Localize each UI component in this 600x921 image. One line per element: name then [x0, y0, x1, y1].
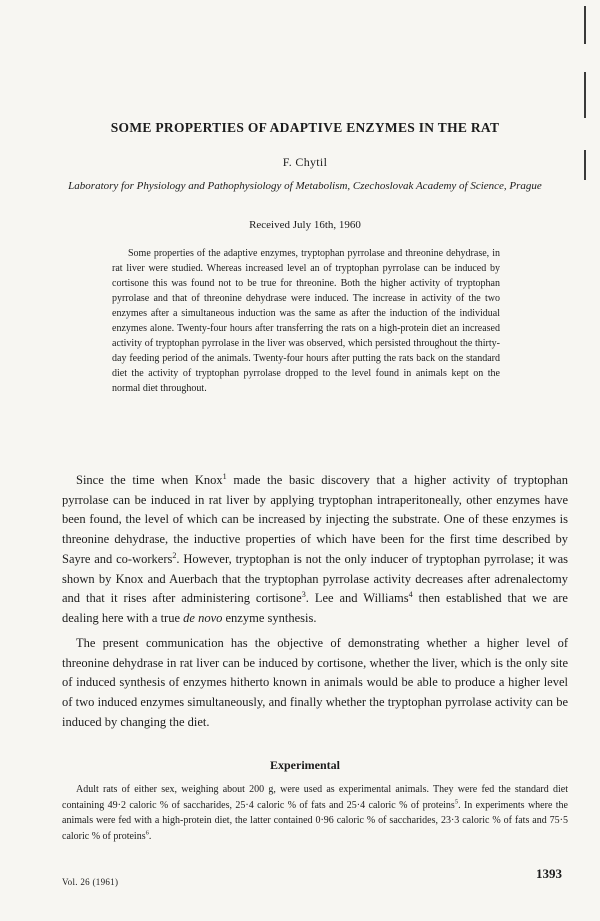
author-affiliation: Laboratory for Physiology and Pathophysiology of Metabolism, Czechoslovak Academy of Science, Prague — [68, 180, 542, 192]
abstract: Some properties of the adaptive enzymes, tryptophan pyrrolase and threonine dehydrase, in rat liver were studied. Whereas increased level an of tryptophan pyrrolase can be induced by cortisone this was found not to be true for threonine. Both the higher activity of tryptophan pyrrolase and that of threonine dehydrase were induced. The increase in activity of the two enzymes after a simultaneous induction was the same as after the induction of the individual enzymes alone. Twenty-four hours after transferring the rats on a high-protein diet an increased activity of tryptophan pyrrolase in the liver was observed, which persisted throughout the thirty-day feeding period of the animals. Twenty-four hours after putting the rats back on the standard diet the activity of tryptophan pyrrolase dropped to the level found in animals kept on the normal diet throughout. — [112, 248, 500, 394]
citation-ref: 4 — [408, 590, 413, 600]
citation-ref: 5 — [454, 798, 459, 806]
body-paragraph-2: The present communication has the objective of demonstrating whether a higher level of threonine dehydrase in rat liver can be induced by cortisone, whether the liver, which is the only site of induced synthesis of enzymes hitherto known in animals would be able to produce a higher level of two induced enzymes simultaneously, and finally whether the tryptophan pyrrolase activity can be induced by changing the diet. — [62, 636, 568, 729]
page-number: 1393 — [536, 866, 562, 881]
article-title: SOME PROPERTIES OF ADAPTIVE ENZYMES IN THE RAT — [110, 120, 500, 135]
citation-ref: 2 — [172, 550, 177, 560]
section-heading-experimental: Experimental — [270, 758, 340, 772]
received-date: Received July 16th, 1960 — [249, 219, 361, 231]
citation-ref: 6 — [145, 829, 149, 837]
author-name: F. Chytil — [282, 155, 328, 169]
scan-edge-mark — [584, 6, 586, 44]
footer-volume: Vol. 26 (1961) — [62, 877, 119, 887]
scan-edge-mark — [584, 150, 586, 180]
body-paragraph-1: Since the time when Knox$^1$ made the basic discovery that a higher activity of tryptophan pyrrolase can be induced in rat liver by applying tryptophan intraperitoneally, other enzymes have been found, the level of which can be increased by injecting the substrate. One of these enzymes is threonine dehydrase, the inductive properties of which have been for the first time described by Sayre and co-workers$^2$. However, tryptophan is not the only inducer of tryptophan pyrrolase; it was shown by Knox and Auerbach that the tryptophan pyrrolase activity decreases after adrenalectomy and that it rises after administering cortisone$^3$. Lee and Williams$^4$ then established that we are dealing here with a true de novo enzyme synthesis. — [62, 471, 568, 625]
scan-edge-mark — [584, 72, 586, 118]
citation-ref: 1 — [222, 471, 227, 481]
experimental-paragraph: Adult rats of either sex, weighing about 200 g, were used as experimental animals. They were fed the standard diet containing 49·2 caloric % of saccharides, 25·4 caloric % of fats and 25·4 caloric % of proteins$^5$. In experiments where the animals were fed with a high-protein diet, the latter contained 0·96 caloric % of saccharides, 23·3 caloric % of fats and 75·5 caloric % of proteins$^6$. — [62, 784, 568, 842]
citation-ref: 3 — [301, 590, 306, 600]
